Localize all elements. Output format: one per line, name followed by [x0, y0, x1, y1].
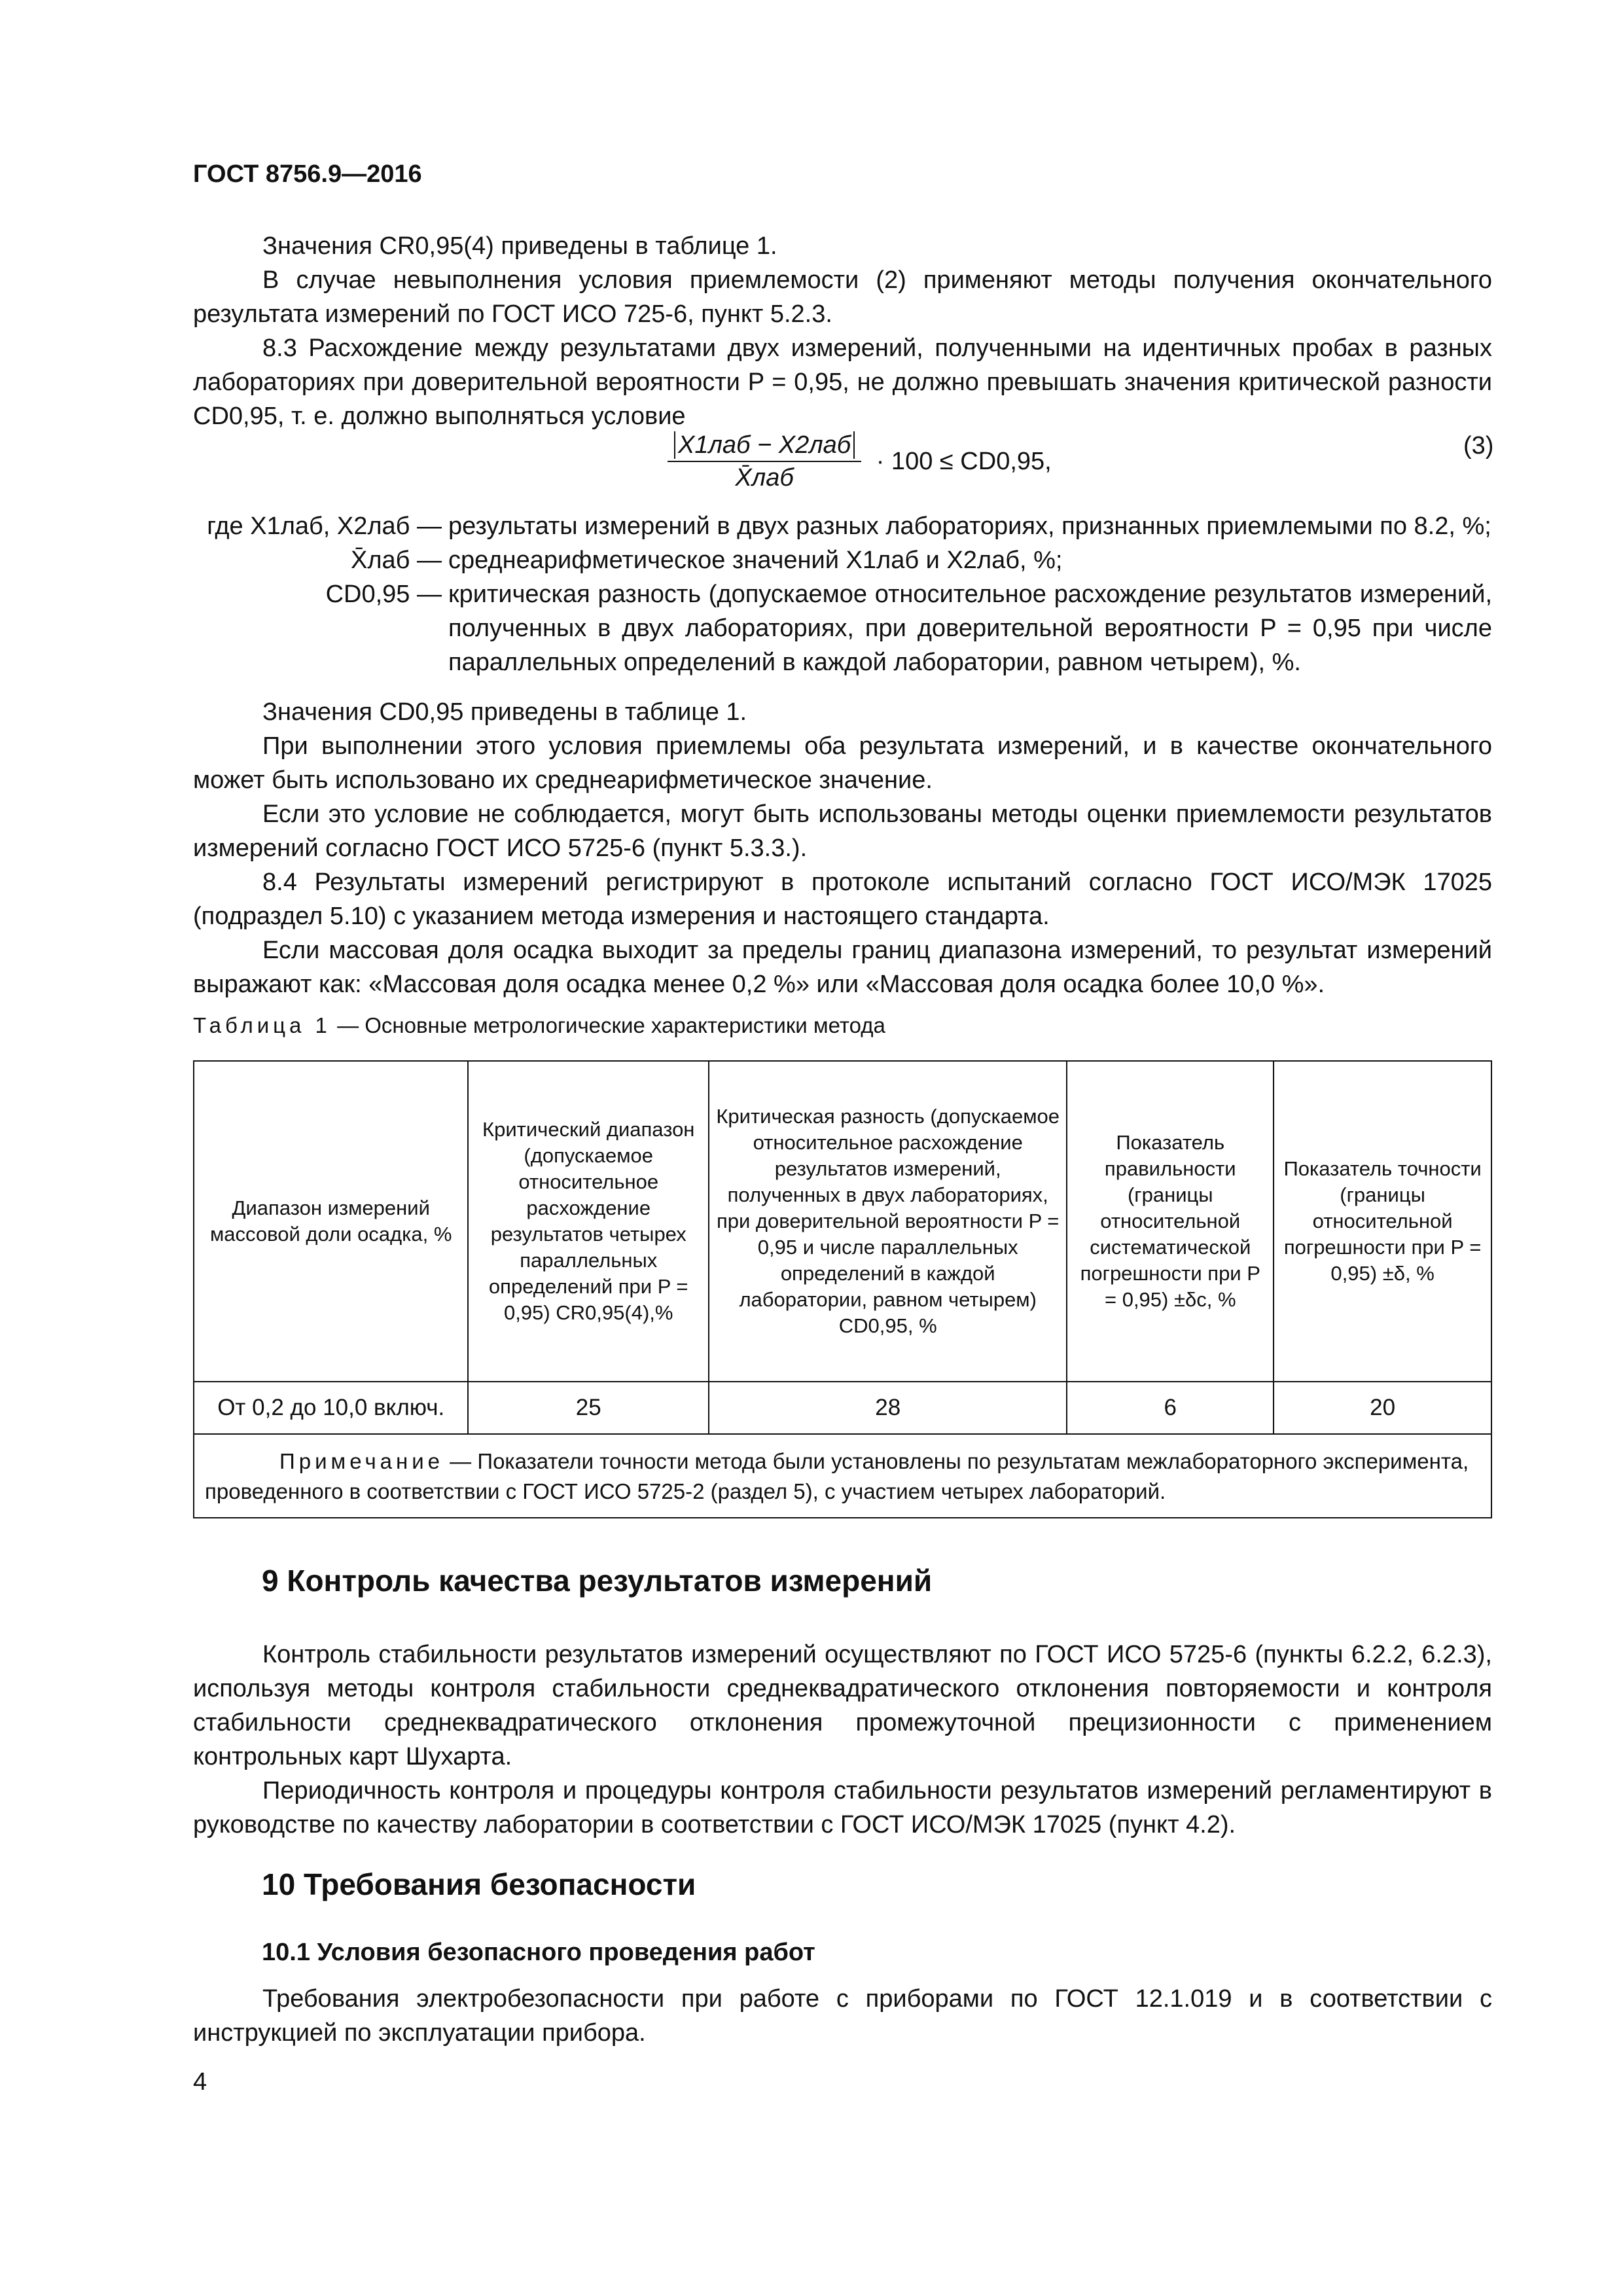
paragraph: Контроль стабильности результатов измерений осуществляют по ГОСТ ИСО 5725-6 (пункты 6.2.2, 6.2.3), используя методы контроля стабильности среднеквадратического отклонения повторяемости и контроля стабильности среднеквадратического отклонения промежуточной прецизионности с применением контрольных карт Шухарта.: [193, 1641, 1492, 1770]
formula-fraction: [668, 429, 861, 493]
intro-block: [193, 229, 1492, 433]
paragraph: В случае невыполнения условия приемлемости (2) применяют методы получения окончательного результата измерений по ГОСТ ИСО 725-6, пункт 5.2.3.: [193, 266, 1492, 328]
formula-numerator: X1лаб − X2лаб: [668, 429, 861, 462]
table-caption-text: — Основные метрологические характеристики метода: [330, 1013, 885, 1037]
page-number: 4: [193, 2068, 207, 2096]
paragraph: Значения CD0,95 приведены в таблице 1.: [262, 698, 747, 726]
formula-number: (3): [1463, 432, 1494, 459]
paragraph: При выполнении этого условия приемлемы оба результата измерений, и в качестве окончательного может быть использовано их среднеарифметическое значение.: [193, 732, 1492, 794]
table-caption-label: Таблица 1: [193, 1013, 331, 1037]
definition-term: где X1лаб, X2лаб —: [207, 512, 442, 540]
definition-term: CD0,95 —: [325, 581, 442, 608]
note-text: — Показатели точности метода были установлены по результатам межлабораторного эксперимента, проведенного в соответствии с ГОСТ ИСО 5725-2 (раздел 5), с участием четырех лабораторий.: [205, 1449, 1469, 1503]
table-header-cell: Показатель точности (границы относительной погрешности при P = 0,95) ±δ, %: [1274, 1061, 1491, 1382]
table-header-cell: Критическая разность (допускаемое относительное расхождение результатов измерений, полученных в двух лабораториях, при доверительной вероятности P = 0,95 и числе параллельных определений в каждой лаборатории, равном четырем) CD0,95, %: [709, 1061, 1067, 1382]
definition-item: [193, 543, 1492, 577]
definition-term: X̄лаб —: [351, 547, 442, 574]
table-cell: От 0,2 до 10,0 включ.: [194, 1382, 468, 1434]
paragraph: Периодичность контроля и процедуры контроля стабильности результатов измерений регламентируют в руководстве по качеству лаборатории в соответствии с ГОСТ ИСО/МЭК 17025 (пункт 4.2).: [193, 1777, 1492, 1839]
table-cell: 6: [1067, 1382, 1274, 1434]
table-header-cell: Диапазон измерений массовой доли осадка, %: [194, 1061, 468, 1382]
definition-text: результаты измерений в двух разных лабораториях, признанных приемлемыми по 8.2, %;: [448, 512, 1491, 540]
table-note-row: [194, 1434, 1491, 1518]
paragraph: Если это условие не соблюдается, могут быть использованы методы оценки приемлемости результатов измерений согласно ГОСТ ИСО 5725-6 (пункт 5.3.3.).: [193, 800, 1492, 862]
section-10-1-heading: 10.1 Условия безопасного проведения работ: [262, 1939, 815, 1966]
standard-header: ГОСТ 8756.9—2016: [193, 160, 422, 188]
formula-rest: · 100 ≤ CD0,95,: [876, 447, 1052, 475]
table-header-row: [194, 1061, 1491, 1382]
definition-item: [193, 577, 1492, 679]
formula-3: [668, 429, 1052, 493]
table-row: [194, 1382, 1491, 1434]
formula-denominator: X̄лаб: [735, 464, 794, 492]
section-10-heading: 10 Требования безопасности: [262, 1867, 696, 1901]
paragraph: 8.3 Расхождение между результатами двух измерений, полученными на идентичных пробах в разных лабораториях при доверительной вероятности P = 0,95, не должно превышать значения критической разности CD0,95, т. е. должно выполняться условие: [193, 334, 1492, 430]
section-9-body: [193, 1638, 1492, 1842]
table-cell: 25: [468, 1382, 709, 1434]
paragraph: Значения CR0,95(4) приведены в таблице 1.: [262, 232, 777, 260]
table-header-cell: Критический диапазон (допускаемое относительное расхождение результатов четырех параллельных определений при P = 0,95) CR0,95(4),%: [468, 1061, 709, 1382]
paragraph: Если массовая доля осадка выходит за пределы границ диапазона измерений, то результат измерений выражают как: «Массовая доля осадка менее 0,2 %» или «Массовая доля осадка более 10,0 %».: [193, 937, 1492, 998]
definitions-list: [193, 509, 1492, 679]
section-9-heading: 9 Контроль качества результатов измерений: [262, 1564, 933, 1598]
definition-text: критическая разность (допускаемое относительное расхождение результатов измерений, полученных в двух лабораториях, при доверительной вероятности P = 0,95 при числе параллельных определений в каждой лаборатории, равном четырем), %.: [448, 581, 1492, 676]
table-caption: [193, 1013, 885, 1038]
table-header-cell: Показатель правильности (границы относительной систематической погрешности при P = 0,95) ±δc, %: [1067, 1061, 1274, 1382]
section-10-body: [193, 1982, 1492, 2050]
definition-item: [193, 509, 1492, 543]
paragraph: 8.4 Результаты измерений регистрируют в протоколе испытаний согласно ГОСТ ИСО/МЭК 17025 (подраздел 5.10) с указанием метода измерения и настоящего стандарта.: [193, 869, 1492, 930]
results-block: [193, 695, 1492, 1001]
note-label: Примечание: [279, 1449, 444, 1473]
paragraph: Требования электробезопасности при работе с приборами по ГОСТ 12.1.019 и в соответствии с инструкцией по эксплуатации прибора.: [193, 1985, 1492, 2047]
metrology-table: [193, 1060, 1492, 1518]
definition-text: среднеарифметическое значений X1лаб и X2лаб, %;: [448, 547, 1063, 574]
table-note: [194, 1434, 1491, 1518]
table-cell: 20: [1274, 1382, 1491, 1434]
table-cell: 28: [709, 1382, 1067, 1434]
